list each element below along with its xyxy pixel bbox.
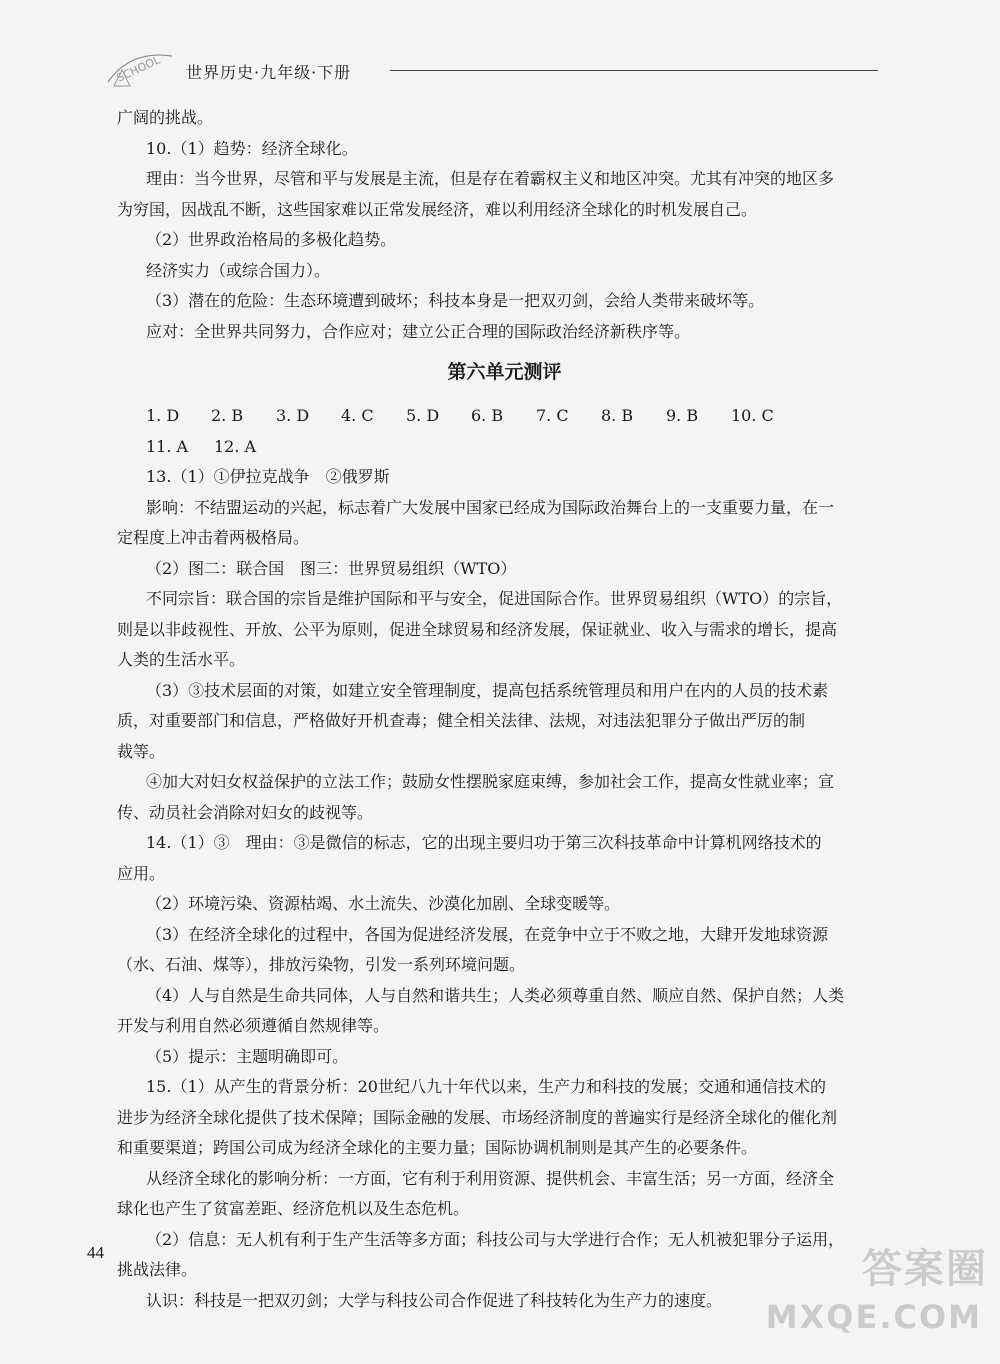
header-divider (390, 70, 878, 71)
text-line: 进步为经济全球化提供了技术保障；国际金融的发展、市场经济制度的普遍实行是经济全球化的催化剂 (117, 1107, 838, 1127)
text-line: 和重要渠道；跨国公司成为经济全球化的主要力量；国际协调机制则是其产生的必要条件。 (117, 1138, 758, 1157)
multiple-choice-answers-row (117, 401, 892, 432)
header-title: 世界历史·九年级·下册 (186, 63, 352, 82)
watermark (765, 1234, 988, 1342)
text-line: 10.（1）趋势：经济全球化。 (146, 138, 358, 158)
text-line: （2）信息：无人机有利于生产生活等多方面；科技公司与大学进行合作；无人机被犯罪分子运用， (146, 1229, 845, 1249)
watermark-url: MXQE.COM (765, 1298, 982, 1336)
text-line: 认识：科技是一把双刃剑；大学与科技公司合作促进了科技转化为生产力的速度。 (146, 1290, 723, 1310)
text-line: 影响：不结盟运动的兴起，标志着广大发展中国家已经成为国际政治舞台上的一支重要力量，在一 (146, 497, 835, 517)
text-line: 不同宗旨：联合国的宗旨是维护国际和平与安全，促进国际合作。世界贸易组织（WTO）的宗旨， (146, 589, 843, 608)
text-line: ④加大对妇女权益保护的立法工作；鼓励女性摆脱家庭束缚，参加社会工作，提高女性就业率；宣 (146, 772, 835, 791)
section-title: 第六单元测评 (447, 361, 562, 383)
text-line: 则是以非歧视性、开放、公平为原则，促进全球贸易和经济发展，保证就业、收入与需求的增长，提高 (117, 619, 838, 639)
mc-answer: 9. B (666, 406, 699, 425)
text-line: 从经济全球化的影响分析：一方面，它有利于利用资源、提供机会、丰富生活；另一方面，经济全 (146, 1168, 835, 1188)
text-line: 裁等。 (117, 741, 166, 761)
text-line: （3）潜在的危险：生态环境遭到破坏；科技本身是一把双刃剑，会给人类带来破坏等。 (146, 291, 765, 310)
text-line: 13.（1）①伊拉克战争 ②俄罗斯 (146, 467, 390, 486)
text-line: 传、动员社会消除对妇女的歧视等。 (117, 802, 374, 822)
text-line: （2）世界政治格局的多极化趋势。 (146, 230, 397, 249)
mc-answer: 10. C (731, 406, 774, 425)
text-line: （4）人与自然是生命共同体，人与自然和谐共生；人类必须尊重自然、顺应自然、保护自然；人类 (146, 985, 845, 1005)
page-header (100, 48, 890, 98)
text-line: 质，对重要部门和信息，严格做好开机查毒；健全相关法律、法规，对违法犯罪分子做出严厉的制 (117, 711, 806, 730)
mc-answer: 3. D (276, 406, 310, 425)
mc-answer: 6. B (471, 406, 504, 425)
text-line: 理由：当今世界，尽管和平与发展是主流，但是存在着霸权主义和地区冲突。尤其有冲突的地区多 (146, 169, 835, 188)
text-line: 15.（1）从产生的背景分析：20世纪八九十年代以来，生产力和科技的发展；交通和通信技术的 (146, 1077, 826, 1096)
text-line: （2）图二：联合国 图三：世界贸易组织（WTO） (146, 558, 517, 578)
text-line: 应用。 (117, 863, 166, 883)
answer-content (117, 103, 892, 1316)
text-line: 开发与利用自然必须遵循自然规律等。 (117, 1016, 390, 1035)
text-line: （3）③技术层面的对策，如建立安全管理制度，提高包括系统管理员和用户在内的人员的技术素 (146, 680, 829, 700)
mc-answer: 7. C (536, 406, 569, 425)
text-line: （3）在经济全球化的过程中，各国为促进经济发展，在竞争中立于不败之地，大肆开发地球资源 (146, 924, 829, 944)
text-line: 广阔的挑战。 (117, 108, 214, 127)
mc-answer: 8. B (601, 406, 634, 425)
text-line: 经济实力（或综合国力）。 (146, 260, 331, 280)
mc-answer: 2. B (211, 406, 244, 425)
mc-answer: 4. C (341, 406, 374, 425)
text-line: （5）提示：主题明确即可。 (146, 1046, 349, 1066)
mc-answer: 11. A (146, 436, 189, 456)
school-logo-icon (100, 48, 180, 94)
text-line: 人类的生活水平。 (117, 650, 246, 669)
mc-answer: 5. D (406, 406, 440, 425)
text-line: （2）环境污染、资源枯竭、水土流失、沙漠化加剧、全球变暖等。 (146, 894, 621, 913)
text-line: 应对：全世界共同努力，合作应对；建立公正合理的国际政治经济新秩序等。 (146, 321, 691, 341)
page-number: 44 (87, 1243, 104, 1262)
mc-answer: 12. A (214, 436, 257, 456)
text-line: （水、石油、煤等），排放污染物，引发一系列环境问题。 (117, 955, 526, 974)
mc-answer: 1. D (146, 406, 180, 425)
text-line: 球化也产生了贫富差距、经济危机以及生态危机。 (117, 1199, 470, 1218)
text-line: 为穷国，因战乱不断，这些国家难以正常发展经济，难以利用经济全球化的时机发展自己。 (117, 199, 758, 219)
watermark-text: 答案圈 (862, 1246, 988, 1292)
svg-text:SCHOOL: SCHOOL (114, 53, 163, 85)
text-line: 定程度上冲击着两极格局。 (117, 528, 310, 547)
multiple-choice-answers-row (117, 432, 892, 463)
text-line: 14.（1）③ 理由：③是微信的标志，它的出现主要归功于第三次科技革命中计算机网络技术的 (146, 833, 822, 852)
text-line: 挑战法律。 (117, 1260, 198, 1279)
